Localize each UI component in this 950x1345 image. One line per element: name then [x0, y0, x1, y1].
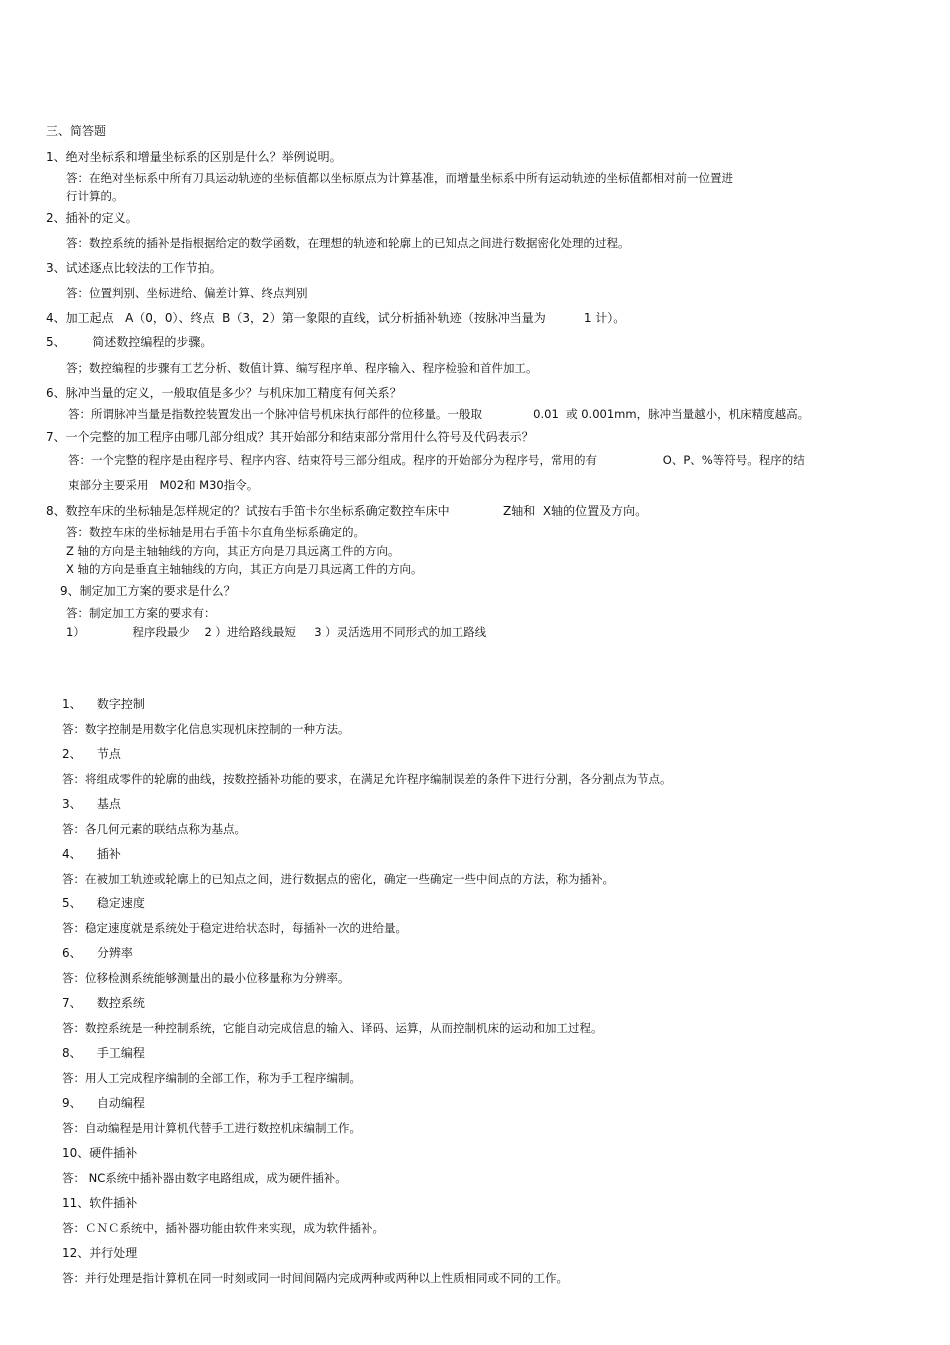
question-4: 4、加工起点 A（0，0）、终点 B（3，2）第一象限的直线，试分析插补轨迹（按脉冲当量为 1 计）。: [46, 311, 626, 325]
answer-8-line-2: Z 轴的方向是主轴轴线的方向，其正方向是刀具远离工件的方向。: [66, 544, 400, 558]
term-10-answer: 答： NC系统中插补器由数字电路组成，成为硬件插补。: [62, 1171, 347, 1185]
answer-2: 答：数控系统的插补是指根据给定的数学函数，在理想的轨迹和轮廓上的已知点之间进行数据密化处理的过程。: [66, 236, 630, 250]
question-2: 2、插补的定义。: [46, 211, 138, 225]
term-5-answer: 答：稳定速度就是系统处于稳定进给状态时，每插补一次的进给量。: [62, 921, 407, 935]
term-4: 4、 插补: [62, 847, 121, 861]
term-8-answer: 答：用人工完成程序编制的全部工作，称为手工程序编制。: [62, 1071, 361, 1085]
term-1: 1、 数字控制: [62, 697, 145, 711]
term-12-answer: 答：并行处理是指计算机在同一时刻或同一时间间隔内完成两种或两种以上性质相同或不同的工作。: [62, 1271, 568, 1285]
answer-1-line-1: 答：在绝对坐标系中所有刀具运动轨迹的坐标值都以坐标原点为计算基准，而增量坐标系中所有运动轨迹的坐标值都相对前一位置进: [66, 171, 733, 185]
section-title: 三、简答题: [46, 124, 107, 138]
term-3-answer: 答：各几何元素的联结点称为基点。: [62, 822, 246, 836]
answer-9-line-2: 1） 程序段最少 2 ）进给路线最短 3 ）灵活选用不同形式的加工路线: [66, 625, 487, 639]
term-2-answer: 答：将组成零件的轮廓的曲线，按数控插补功能的要求，在满足允许程序编制误差的条件下进行分割，各分割点为节点。: [62, 772, 672, 786]
answer-9-line-1: 答：制定加工方案的要求有：: [66, 606, 216, 620]
term-2: 2、 节点: [62, 747, 121, 761]
question-9: 9、制定加工方案的要求是什么？: [60, 584, 236, 598]
question-6: 6、脉冲当量的定义，一般取值是多少？与机床加工精度有何关系？: [46, 386, 402, 400]
term-10: 10、硬件插补: [62, 1146, 138, 1160]
term-12: 12、并行处理: [62, 1246, 138, 1260]
term-5: 5、 稳定速度: [62, 896, 145, 910]
term-1-answer: 答：数字控制是用数字化信息实现机床控制的一种方法。: [62, 722, 350, 736]
answer-8-line-3: X 轴的方向是垂直主轴轴线的方向，其正方向是刀具远离工件的方向。: [66, 562, 423, 576]
term-8: 8、 手工编程: [62, 1046, 145, 1060]
term-3: 3、 基点: [62, 797, 121, 811]
answer-6: 答：所谓脉冲当量是指数控装置发出一个脉冲信号机床执行部件的位移量。一般取 0.01 或 0.001mm，脉冲当量越小，机床精度越高。: [68, 407, 810, 421]
term-4-answer: 答：在被加工轨迹或轮廓上的已知点之间，进行数据点的密化，确定一些确定一些中间点的方法，称为插补。: [62, 872, 614, 886]
answer-1-line-2: 行计算的。: [66, 189, 124, 203]
term-7: 7、 数控系统: [62, 996, 145, 1010]
question-3: 3、试述逐点比较法的工作节拍。: [46, 261, 222, 275]
term-7-answer: 答：数控系统是一种控制系统，它能自动完成信息的输入、译码、运算，从而控制机床的运动和加工过程。: [62, 1021, 603, 1035]
term-11-answer: 答：ＣＮＣ系统中，插补器功能由软件来实现，成为软件插补。: [62, 1221, 384, 1235]
term-11: 11、软件插补: [62, 1196, 138, 1210]
answer-7-line-1: 答：一个完整的程序是由程序号、程序内容、结束符号三部分组成。程序的开始部分为程序号，常用的有 O、P、%等符号。程序的结: [68, 453, 805, 467]
term-6: 6、 分辨率: [62, 946, 133, 960]
answer-5: 答；数控编程的步骤有工艺分析、数值计算、编写程序单、程序输入、程序检验和首件加工。: [66, 361, 538, 375]
question-5: 5、 简述数控编程的步骤。: [46, 335, 213, 349]
question-8: 8、数控车床的坐标轴是怎样规定的？试按右手笛卡尔坐标系确定数控车床中 Z轴和 X轴的位置及方向。: [46, 504, 648, 518]
answer-7-line-2: 束部分主要采用 M02和 M30指令。: [68, 478, 259, 492]
term-9: 9、 自动编程: [62, 1096, 145, 1110]
term-9-answer: 答：自动编程是用计算机代替手工进行数控机床编制工作。: [62, 1121, 361, 1135]
answer-3: 答：位置判别、坐标进给、偏差计算、终点判别: [66, 286, 308, 300]
answer-8-line-1: 答：数控车床的坐标轴是用右手笛卡尔直角坐标系确定的。: [66, 525, 365, 539]
question-7: 7、一个完整的加工程序由哪几部分组成？其开始部分和结束部分常用什么符号及代码表示？: [46, 430, 534, 444]
question-1: 1、绝对坐标系和增量坐标系的区别是什么？举例说明。: [46, 150, 342, 164]
term-6-answer: 答：位移检测系统能够测量出的最小位移量称为分辨率。: [62, 971, 350, 985]
